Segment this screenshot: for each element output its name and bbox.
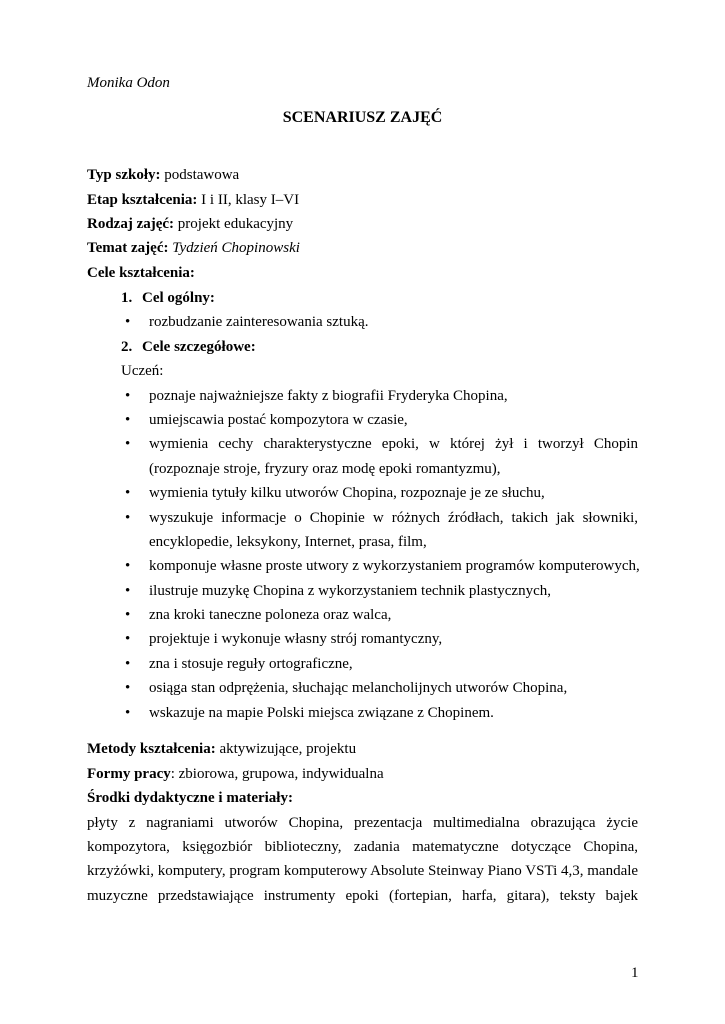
bullet-icon: •: [125, 705, 131, 721]
student-label: Uczeń:: [121, 363, 164, 379]
stage-line: [87, 192, 299, 209]
stage-label: Etap kształcenia:: [87, 192, 198, 208]
forms-value: : zbiorowa, grupowa, indywidualna: [170, 766, 384, 782]
topic-label: Temat zajęć:: [87, 240, 169, 256]
bullet-icon: •: [125, 631, 131, 647]
bullet-icon: •: [125, 436, 131, 452]
specific-goal-item: ilustruje muzykę Chopina z wykorzystaniem technik plastycznych,: [149, 583, 551, 599]
specific-goal-item-continued: (rozpoznaje stroje, fryzury oraz modę epoki romantyzmu),: [149, 461, 501, 477]
bullet-icon: •: [125, 314, 131, 330]
general-goal-label: Cel ogólny:: [142, 290, 215, 306]
forms-line: [87, 766, 384, 783]
school-type-value: podstawowa: [160, 167, 240, 183]
page-title: SCENARIUSZ ZAJĘĆ: [282, 109, 443, 126]
specific-goal-item: wskazuje na mapie Polski miejsca związane z Chopinem.: [149, 705, 494, 721]
page-number: 1: [631, 965, 639, 981]
specific-goal-item: wymienia cechy charakterystyczne epoki, w której żył i tworzył Chopin: [149, 436, 638, 452]
materials-heading: Środki dydaktyczne i materiały:: [87, 790, 293, 806]
author-name: Monika Odon: [87, 75, 170, 91]
specific-goals-number: 2.: [121, 339, 133, 355]
bullet-icon: •: [125, 388, 131, 404]
specific-goal-item: komponuje własne proste utwory z wykorzystaniem programów komputerowych,: [149, 558, 640, 574]
bullet-icon: •: [125, 607, 131, 623]
specific-goal-item: wymienia tytuły kilku utworów Chopina, rozpoznaje je ze słuchu,: [149, 485, 545, 501]
specific-goal-item: projektuje i wykonuje własny strój romantyczny,: [149, 631, 443, 647]
bullet-icon: •: [125, 485, 131, 501]
materials-paragraph-line: muzyczne przedstawiające instrumenty epoki (fortepian, harfa, gitara), teksty bajek: [87, 888, 638, 904]
specific-goal-item-continued: encyklopedie, leksykony, Internet, prasa, film,: [149, 534, 427, 550]
methods-label: Metody kształcenia:: [87, 741, 216, 757]
methods-value: aktywizujące, projektu: [215, 741, 357, 757]
bullet-icon: •: [125, 558, 131, 574]
forms-label: Formy pracy: [87, 766, 171, 782]
class-type-line: [87, 216, 293, 233]
stage-value: I i II, klasy I–VI: [197, 192, 300, 208]
school-type-line: [87, 167, 239, 184]
specific-goal-item: osiąga stan odprężenia, słuchając melancholijnych utworów Chopina,: [149, 680, 568, 696]
specific-goals-label: Cele szczegółowe:: [142, 339, 256, 355]
bullet-icon: •: [125, 583, 131, 599]
general-goal-number: 1.: [121, 290, 133, 306]
bullet-icon: •: [125, 412, 131, 428]
specific-goals-heading: [121, 339, 256, 356]
topic-value: Tydzień Chopinowski: [172, 240, 300, 256]
class-type-value: projekt edukacyjny: [174, 216, 294, 232]
materials-paragraph-line: kompozytora, księgozbiór biblioteczny, zadania matematyczne dotyczące Chopina,: [87, 839, 638, 855]
specific-goal-item: zna i stosuje reguły ortograficzne,: [149, 656, 353, 672]
topic-line: [87, 240, 300, 257]
class-type-label: Rodzaj zajęć:: [87, 216, 175, 232]
bullet-icon: •: [125, 656, 131, 672]
bullet-icon: •: [125, 510, 131, 526]
materials-paragraph-line: płyty z nagraniami utworów Chopina, prezentacja multimedialna obrazująca życie: [87, 815, 638, 831]
bullet-icon: •: [125, 680, 131, 696]
goals-heading: Cele kształcenia:: [87, 265, 195, 281]
general-goal-item: rozbudzanie zainteresowania sztuką.: [149, 314, 369, 330]
specific-goal-item: poznaje najważniejsze fakty z biografii Fryderyka Chopina,: [149, 388, 508, 404]
methods-line: [87, 741, 356, 758]
specific-goal-item: wyszukuje informacje o Chopinie w różnych źródłach, takich jak słowniki,: [149, 510, 638, 526]
specific-goal-item: umiejscawia postać kompozytora w czasie,: [149, 412, 408, 428]
specific-goal-item: zna kroki taneczne poloneza oraz walca,: [149, 607, 392, 623]
materials-paragraph-line: krzyżówki, komputery, program komputerowy Absolute Steinway Piano VSTi 4,3, mandale: [87, 863, 639, 879]
school-type-label: Typ szkoły:: [87, 167, 161, 183]
general-goal-heading: [121, 290, 215, 307]
